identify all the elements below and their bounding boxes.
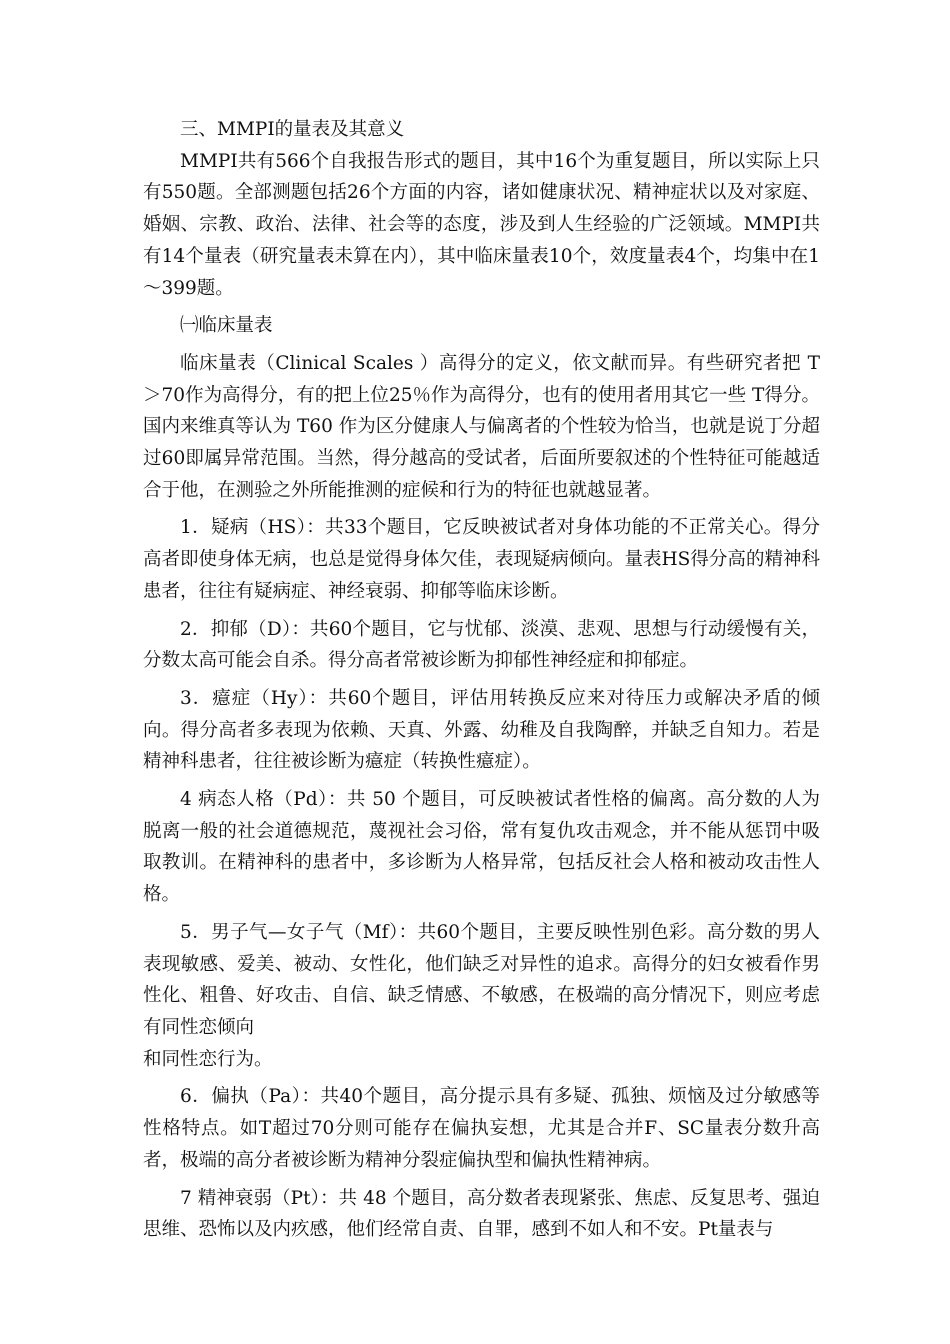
scale-item-mf-continuation: 和同性恋行为。 [143,1048,273,1070]
section-heading: 三、MMPI的量表及其意义 [180,119,405,140]
clinical-scales-intro: 临床量表（Clinical Scales ）高得分的定义，依文献而异。有些研究者把 T＞70作为高得分，有的把上位25％作为高得分，也有的使用者用其它一些 T得分。国内来维真等认为 T60 作为区分健康人与偏离者的个性较为恰当，也就是说丁分超过60即属异常范围。当然，得分越高的受试者，后面所要叙述的个性特征可能越适合于他，在测验之外所能推测的症候和行为的特征也就越显著。 [143,352,820,501]
scale-item-d: 2．抑郁（D）：共60个题目，它与忧郁、淡漠、悲观、思想与行动缓慢有关，分数太高可能会自杀。得分高者常被诊断为抑郁性神经症和抑郁症。 [143,618,820,672]
scale-item-pd: 4 病态人格（Pd）：共 50 个题目，可反映被试者性格的偏离。高分数的人为脱离一般的社会道德规范，蔑视社会习俗，常有复仇攻击观念，并不能从惩罚中吸取教训。在精神科的患者中，多诊断为人格异常，包括反社会人格和被动攻击性人格。 [143,789,820,906]
scale-item-hs: 1．疑病（HS）：共33个题目，它反映被试者对身体功能的不正常关心。得分高者即使身体无病，也总是觉得身体欠佳，表现疑病倾向。量表HS得分高的精神科患者，往往有疑病症、神经衰弱、抑郁等临床诊断。 [143,517,820,602]
scale-item-hy: 3．癔症（Hy）：共60个题目，评估用转换反应来对待压力或解决矛盾的倾向。得分高者多表现为依赖、天真、外露、幼稚及自我陶醉，并缺乏自知力。若是精神科患者，往往被诊断为癔症（转换性癔症）。 [143,687,820,773]
scale-item-pa: 6．偏执（Pa）：共40个题目，高分提示具有多疑、孤独、烦恼及过分敏感等性格特点。如T超过70分则可能存在偏执妄想，尤其是合并F、SC量表分数升高者，极端的高分者被诊断为精神分裂症偏执型和偏执性精神病。 [143,1086,820,1171]
clinical-scales-subheading: ㈠临床量表 [180,315,273,337]
intro-paragraph: MMPI共有566个自我报告形式的题目，其中16个为重复题目，所以实际上只有550题。全部测题包括26个方面的内容，诸如健康状况、精神症状以及对家庭、婚姻、宗教、政治、法律、社会等的态度，涉及到人生经验的广泛领域。MMPI共有14个量表（研究量表未算在内），其中临床量表10个，效度量表4个，均集中在1～399题。 [143,150,820,299]
scale-item-mf: 5．男子气—女子气（Mf）：共60个题目，主要反映性别色彩。高分数的男人表现敏感、爱美、被动、女性化，他们缺乏对异性的追求。高得分的妇女被看作男性化、粗鲁、好攻击、自信、缺乏情感、不敏感，在极端的高分情况下，则应考虑有同性恋倾向 [143,921,820,1038]
scale-item-pt: 7 精神衰弱（Pt）：共 48 个题目，高分数者表现紧张、焦虑、反复思考、强迫思维、恐怖以及内疚感，他们经常自责、自罪，感到不如人和不安。Pt量表与 [143,1187,820,1241]
